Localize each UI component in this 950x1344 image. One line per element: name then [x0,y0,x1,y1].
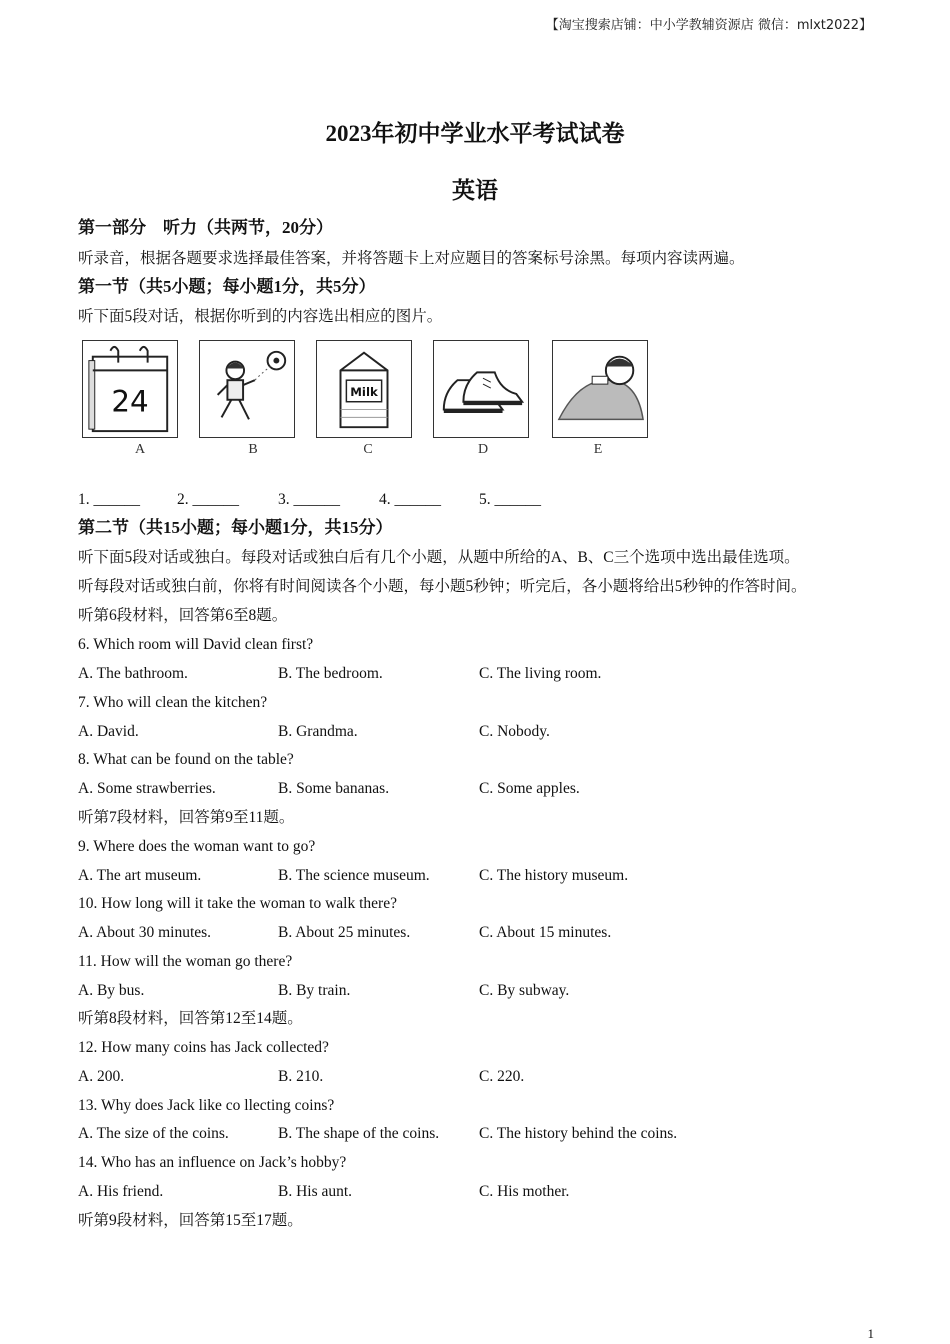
q13-option-c[interactable]: C. The history behind the coins. [479,1125,678,1142]
picture-label-b: B [248,442,258,457]
picture-e [552,340,648,438]
picture-d [433,340,529,438]
sneakers-icon [434,341,528,437]
q13-option-b[interactable]: B. The shape of the coins. [278,1125,440,1142]
picture-label-c: C [363,442,373,457]
question-8: 8. What can be found on the table? [78,751,294,768]
milk-label: Milk [350,384,378,399]
q11-option-c[interactable]: C. By subway. [479,982,570,999]
picture-b [199,340,295,438]
boy-football-icon [200,341,294,437]
q7-option-c[interactable]: C. Nobody. [479,723,550,740]
answer-blank-5[interactable]: 5. ______ [479,491,541,508]
q9-option-c[interactable]: C. The history museum. [479,867,629,884]
picture-label-e: E [593,442,603,457]
q14-option-a[interactable]: A. His friend. [78,1183,164,1200]
section1-heading: 第一节（共5小题；每小题1分，共5分） [78,277,376,296]
q8-option-a[interactable]: A. Some strawberries. [78,780,216,797]
q11-option-b[interactable]: B. By train. [278,982,351,999]
q9-option-b[interactable]: B. The science museum. [278,867,430,884]
q6-option-a[interactable]: A. The bathroom. [78,665,188,682]
page-number: 1 [867,1326,874,1341]
question-12: 12. How many coins has Jack collected? [78,1039,329,1056]
q10-option-a[interactable]: A. About 30 minutes. [78,924,212,941]
q12-option-c[interactable]: C. 220. [479,1068,525,1085]
section1-instruction: 听下面5段对话，根据你听到的内容选出相应的图片。 [78,308,443,325]
question-9: 9. Where does the woman want to go? [78,838,316,855]
question-10: 10. How long will it take the woman to walk there? [78,895,397,912]
q6-option-b[interactable]: B. The bedroom. [278,665,383,682]
q9-option-a[interactable]: A. The art museum. [78,867,202,884]
q12-option-b[interactable]: B. 210. [278,1068,324,1085]
sick-in-bed-icon [553,341,647,437]
q6-option-c[interactable]: C. The living room. [479,665,602,682]
q10-option-b[interactable]: B. About 25 minutes. [278,924,411,941]
picture-label-d: D [477,442,489,457]
picture-c [316,340,412,438]
milk-carton-icon [317,341,411,437]
q8-option-c[interactable]: C. Some apples. [479,780,580,797]
part1-instruction: 听录音，根据各题要求选择最佳答案，并将答题卡上对应题目的答案标号涂黑。每项内容读两遍。 [78,250,745,267]
answer-blank-1[interactable]: 1. ______ [78,491,140,508]
material-9-note: 听第9段材料，回答第15至17题。 [78,1212,303,1229]
calendar-number: 24 [111,384,149,419]
section2-heading: 第二节（共15小题；每小题1分，共15分） [78,518,393,537]
exam-title: 2023年初中学业水平考试试卷 [325,121,625,146]
question-6: 6. Which room will David clean first? [78,636,314,653]
picture-label-a: A [134,442,146,457]
section2-instruction-1: 听下面5段对话或独白。每段对话或独白后有几个小题，从题中所给的A、B、C三个选项中选出最佳选项。 [78,549,800,566]
q7-option-a[interactable]: A. David. [78,723,139,740]
material-6-note: 听第6段材料，回答第6至8题。 [78,607,288,624]
answer-blank-2[interactable]: 2. ______ [177,491,239,508]
question-14: 14. Who has an influence on Jack’s hobby? [78,1154,347,1171]
section2-instruction-2: 听每段对话或独白前，你将有时间阅读各个小题，每小题5秒钟；听完后，各小题将给出5秒钟的作答时间。 [78,578,807,595]
part1-heading: 第一部分 听力（共两节，20分） [78,218,333,237]
subject-title: 英语 [452,178,498,203]
question-13: 13. Why does Jack like co llecting coins? [78,1097,335,1114]
q7-option-b[interactable]: B. Grandma. [278,723,358,740]
q14-option-c[interactable]: C. His mother. [479,1183,570,1200]
answer-blank-4[interactable]: 4. ______ [379,491,441,508]
material-7-note: 听第7段材料，回答第9至11题。 [78,809,295,826]
q8-option-b[interactable]: B. Some bananas. [278,780,390,797]
question-7: 7. Who will clean the kitchen? [78,694,268,711]
q12-option-a[interactable]: A. 200. [78,1068,125,1085]
material-8-note: 听第8段材料，回答第12至14题。 [78,1010,303,1027]
q10-option-c[interactable]: C. About 15 minutes. [479,924,612,941]
q14-option-b[interactable]: B. His aunt. [278,1183,353,1200]
calendar-icon [83,341,177,437]
picture-a [82,340,178,438]
header-watermark-note: 【淘宝搜索店铺：中小学教辅资源店 微信：mlxt2022】 [545,18,872,33]
q13-option-a[interactable]: A. The size of the coins. [78,1125,229,1142]
q11-option-a[interactable]: A. By bus. [78,982,145,999]
question-11: 11. How will the woman go there? [78,953,293,970]
answer-blank-3[interactable]: 3. ______ [278,491,340,508]
